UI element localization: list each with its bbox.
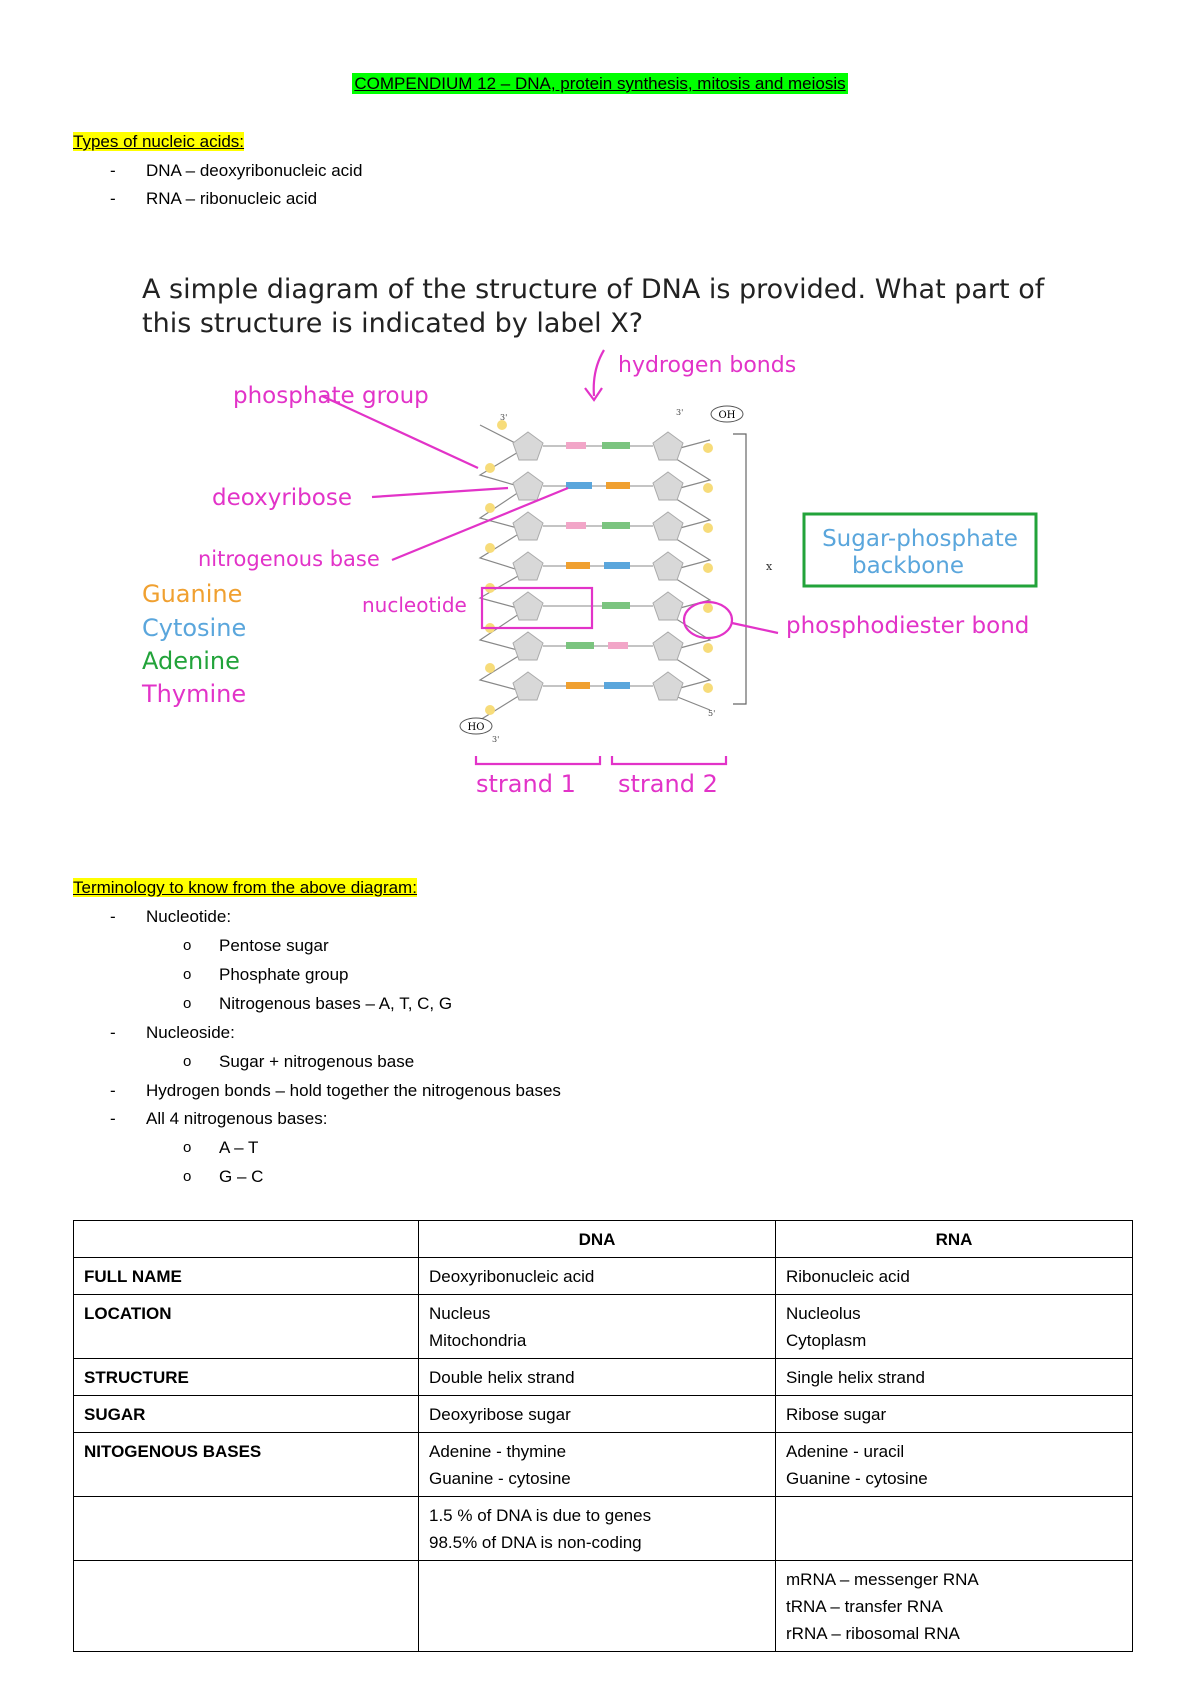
bullet-o: o xyxy=(183,966,192,983)
cell-line: Single helix strand xyxy=(786,1368,925,1387)
table-cell-rna xyxy=(776,1396,1133,1433)
deoxyribose-pointer xyxy=(372,488,508,497)
sugar-pentagon xyxy=(513,432,543,460)
table-cell-rna xyxy=(776,1433,1133,1497)
base-pair-row xyxy=(543,642,653,649)
list-item: All 4 nitrogenous bases: xyxy=(146,1109,328,1128)
base-pair-row xyxy=(543,562,653,569)
deoxyribose-label: deoxyribose xyxy=(212,485,352,511)
base-pair-row xyxy=(543,522,653,529)
nitrogenous-base-label: nitrogenous base xyxy=(198,547,380,571)
sugar-pentagon xyxy=(653,472,683,500)
table-row-label xyxy=(74,1497,419,1561)
cytosine-label: Cytosine xyxy=(142,614,247,642)
phosphate-dot xyxy=(703,443,713,453)
base-pairs xyxy=(543,442,653,689)
sugar-pentagon xyxy=(653,592,683,620)
cell-line: Nucleolus xyxy=(786,1304,861,1323)
guanine-label: Guanine xyxy=(142,580,243,608)
strand-2-label: strand 2 xyxy=(618,770,718,798)
types-heading: Types of nucleic acids: xyxy=(73,132,245,151)
dna-diagram xyxy=(0,240,1200,820)
nucleotide-label: nucleotide xyxy=(362,593,467,617)
sugar-pentagon xyxy=(653,632,683,660)
adenine-label: Adenine xyxy=(142,647,240,675)
phosphate-dot xyxy=(485,705,495,715)
bullet-o: o xyxy=(183,995,192,1012)
cell-line: Guanine - cytosine xyxy=(786,1469,928,1488)
question-line-2: this structure is indicated by label X? xyxy=(142,308,644,339)
phosphodiester-pointer xyxy=(732,623,778,633)
table-row-label: STRUCTURE xyxy=(74,1359,419,1396)
table-row xyxy=(74,1396,1133,1433)
strand-1-label: strand 1 xyxy=(476,770,576,798)
table-cell-rna xyxy=(776,1359,1133,1396)
bullet-dash: - xyxy=(110,1023,116,1042)
cell-line: tRNA – transfer RNA xyxy=(786,1597,943,1616)
phosphate-dot xyxy=(485,463,495,473)
bullet-o: o xyxy=(183,1053,192,1070)
table-cell-dna xyxy=(419,1258,776,1295)
hydrogen-bonds-label: hydrogen bonds xyxy=(618,353,797,378)
oh-label: OH xyxy=(718,410,736,421)
page-title-text: COMPENDIUM 12 – DNA, protein synthesis, mitosis and meiosis xyxy=(354,74,846,93)
list-item: Hydrogen bonds – hold together the nitrogenous bases xyxy=(146,1081,561,1100)
dna-rna-table xyxy=(73,1220,1133,1652)
phosphate-dot xyxy=(703,523,713,533)
ho-label: HO xyxy=(467,722,485,733)
bullet-dash: - xyxy=(110,907,116,926)
backbone-label-line-2: backbone xyxy=(851,553,965,579)
sugar-pentagon xyxy=(513,632,543,660)
backbone-label-line-1: Sugar-phosphate xyxy=(822,526,1018,552)
cell-line: Cytoplasm xyxy=(786,1331,867,1350)
base-pair-row xyxy=(543,482,653,489)
cell-line: mRNA – messenger RNA xyxy=(786,1570,979,1589)
x-bracket xyxy=(733,434,746,704)
table-cell-dna xyxy=(419,1359,776,1396)
table-row-label xyxy=(74,1561,419,1652)
bullet-o: o xyxy=(183,937,192,954)
table-row xyxy=(74,1433,1133,1497)
table-row xyxy=(74,1258,1133,1295)
cell-line: Ribonucleic acid xyxy=(786,1267,910,1286)
table-cell-dna xyxy=(419,1295,776,1359)
bullet-dash: - xyxy=(110,1109,116,1128)
sugar-pentagon xyxy=(513,672,543,700)
list-item: Pentose sugar xyxy=(219,936,329,955)
table-header-row xyxy=(74,1221,1133,1258)
phosphate-dot xyxy=(703,483,713,493)
table-header-dna: DNA xyxy=(419,1221,776,1258)
base-pair-row xyxy=(543,442,653,449)
list-item: G – C xyxy=(219,1167,264,1186)
table-row-label: SUGAR xyxy=(74,1396,419,1433)
list-item: A – T xyxy=(219,1138,259,1157)
list-item: DNA – deoxyribonucleic acid xyxy=(146,161,363,180)
cell-line: Adenine - uracil xyxy=(786,1442,905,1461)
table-row xyxy=(74,1295,1133,1359)
sugar-pentagon xyxy=(513,592,543,620)
five-prime-bottom: 5' xyxy=(708,709,716,718)
table-cell-dna xyxy=(419,1561,776,1652)
cell-line: Adenine - thymine xyxy=(429,1442,567,1461)
thymine-label: Thymine xyxy=(142,680,247,708)
bullet-o: o xyxy=(183,1139,192,1156)
table-row xyxy=(74,1561,1133,1652)
list-item: RNA – ribonucleic acid xyxy=(146,189,318,208)
pointer-lines xyxy=(322,350,778,764)
table-cell-dna xyxy=(419,1433,776,1497)
phosphate-group-label: phosphate group xyxy=(233,383,429,409)
bullet-dash: - xyxy=(110,189,116,208)
phosphate-dot xyxy=(485,543,495,553)
table-header-cell xyxy=(74,1221,419,1258)
table-cell-rna xyxy=(776,1295,1133,1359)
table-cell-rna xyxy=(776,1497,1133,1561)
phosphodiester-label: phosphodiester bond xyxy=(786,613,1030,639)
sugar-pentagon xyxy=(513,552,543,580)
list-item: Nitrogenous bases – A, T, C, G xyxy=(219,994,453,1013)
sugar-pentagon xyxy=(653,432,683,460)
phosphate-dot xyxy=(703,603,713,613)
three-prime-bottom: 3' xyxy=(492,735,500,744)
table-row-label: NITOGENOUS BASES xyxy=(74,1433,419,1497)
sugar-pentagon xyxy=(513,512,543,540)
three-prime-right: 3' xyxy=(676,408,684,417)
list-item: Phosphate group xyxy=(219,965,349,984)
three-prime-top: 3' xyxy=(500,413,508,422)
cell-line: Guanine - cytosine xyxy=(429,1469,571,1488)
table-header-rna: RNA xyxy=(776,1221,1133,1258)
table-cell-rna xyxy=(776,1561,1133,1652)
sugar-pentagon xyxy=(653,672,683,700)
bullet-o: o xyxy=(183,1168,192,1185)
list-item: Nucleoside: xyxy=(146,1023,235,1042)
phosphate-dot xyxy=(703,643,713,653)
cell-line: 98.5% of DNA is non-coding xyxy=(429,1533,642,1552)
table-cell-rna xyxy=(776,1258,1133,1295)
dna-diagram-svg xyxy=(0,240,1200,820)
sugars-strand-1 xyxy=(513,432,543,700)
base-pair-row xyxy=(543,682,653,689)
phosphate-dot xyxy=(485,663,495,673)
table-row-label: LOCATION xyxy=(74,1295,419,1359)
cell-line: Ribose sugar xyxy=(786,1405,887,1424)
question-line-1: A simple diagram of the structure of DNA is provided. What part of xyxy=(142,274,1045,305)
cell-line: Nucleus xyxy=(429,1304,491,1323)
table-cell-dna xyxy=(419,1396,776,1433)
sugar-pentagon xyxy=(653,552,683,580)
terminology-heading: Terminology to know from the above diagram: xyxy=(73,878,417,897)
phosphate-dot xyxy=(703,563,713,573)
bullet-dash: - xyxy=(110,161,116,180)
table-body xyxy=(74,1258,1133,1652)
cell-line: Double helix strand xyxy=(429,1368,575,1387)
cell-line: Deoxyribose sugar xyxy=(429,1405,571,1424)
sugar-pentagon xyxy=(513,472,543,500)
table-row-label: FULL NAME xyxy=(74,1258,419,1295)
cell-line: Deoxyribonucleic acid xyxy=(429,1267,595,1286)
phosphate-dot xyxy=(485,503,495,513)
bullet-dash: - xyxy=(110,1081,116,1100)
strand-1-bracket xyxy=(476,756,600,764)
phosphate-dot xyxy=(703,683,713,693)
strand-2-bracket xyxy=(612,756,726,764)
table-row xyxy=(74,1359,1133,1396)
list-item: Nucleotide: xyxy=(146,907,232,926)
base-pair-row xyxy=(543,602,653,609)
page-title xyxy=(0,74,1200,94)
sugar-pentagon xyxy=(653,512,683,540)
table-row xyxy=(74,1497,1133,1561)
cell-line: rRNA – ribosomal RNA xyxy=(786,1624,960,1643)
cell-line: 1.5 % of DNA is due to genes xyxy=(429,1506,652,1525)
table-cell-dna xyxy=(419,1497,776,1561)
x-label: x xyxy=(766,560,773,573)
list-item: Sugar + nitrogenous base xyxy=(219,1052,415,1071)
cell-line: Mitochondria xyxy=(429,1331,527,1350)
